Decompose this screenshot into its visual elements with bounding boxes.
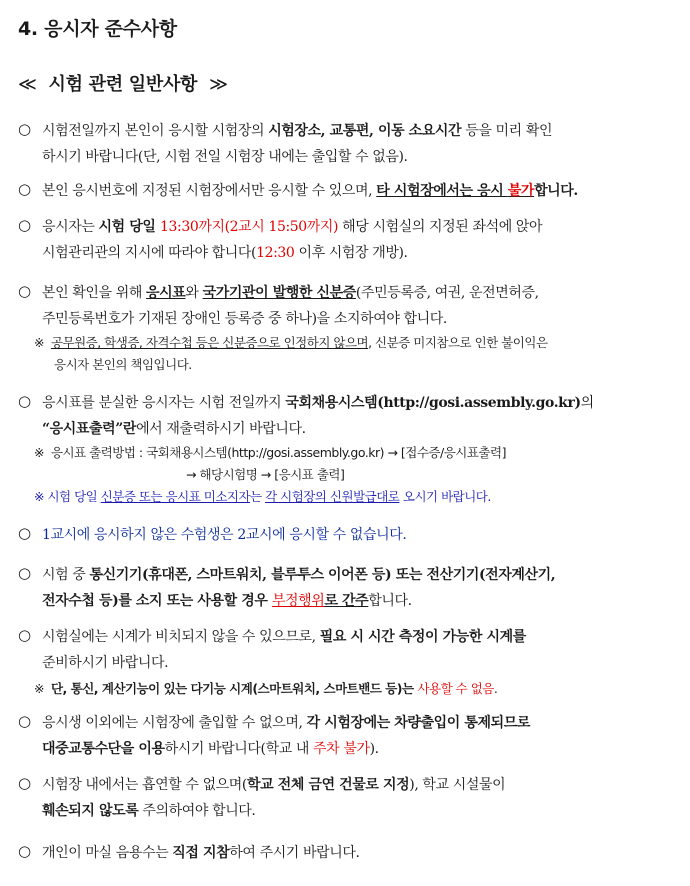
bullet-icon: ○ <box>18 564 32 582</box>
note-highlight <box>34 489 491 504</box>
text-highlight: 13:30까지(2교시 15:50까지) <box>160 219 339 235</box>
note-text: 오시기 바랍니다. <box>399 489 491 504</box>
item-text <box>42 118 672 170</box>
text-emphasis: 학교 전체 금연 건물로 지정 <box>247 777 410 793</box>
text-part: 의 <box>580 395 594 411</box>
text-highlight: 12:30 <box>256 245 295 261</box>
text-part: 등을 미리 확인 <box>461 123 553 139</box>
note-text: → 해당시험명 → [응시표 출력] <box>186 467 345 482</box>
note-mark-icon: ※ <box>34 445 44 460</box>
text-part: 와 <box>185 285 203 301</box>
item-text <box>42 178 672 204</box>
text-part: ). <box>369 741 379 757</box>
bullet-icon: ○ <box>18 392 32 410</box>
text-part: 개인이 마실 음용수는 <box>42 845 173 861</box>
note-emphasis: 공무원증, 학생증, 자격수첩 등은 신분증으로 인정하지 않으며 <box>50 335 369 350</box>
bullet-icon: ○ <box>18 120 32 138</box>
section-title: 시험 관련 일반사항 <box>48 74 198 95</box>
item-text <box>42 214 672 266</box>
text-emphasis: 훼손되지 않도록 <box>42 803 139 819</box>
page-title: 4. 응시자 준수사항 <box>18 18 177 40</box>
note <box>34 332 674 376</box>
item-text <box>42 710 672 762</box>
text-part: 주의하여야 합니다. <box>138 803 256 819</box>
text-part: 응시표를 분실한 응시자는 시험 전일까지 <box>42 395 286 411</box>
text-emphasis: 국가기관이 발행한 신분증 <box>202 285 356 301</box>
note-mark-icon: ※ <box>34 681 44 696</box>
text-highlight: 부정행위 <box>271 593 325 609</box>
note-mark-icon: ※ <box>34 489 44 504</box>
item-text <box>42 562 672 614</box>
text-part: 응시생 이외에는 시험장에 출입할 수 없으며, <box>42 715 307 731</box>
note-text: 응시표 출력방법 : 국회채용시스템(http://gosi.assembly.go.kr) → [접수증/응시표출력] <box>50 445 506 460</box>
text-part: 시험실에는 시계가 비치되지 않을 수 있으므로, <box>42 629 320 645</box>
bullet-icon: ○ <box>18 216 32 234</box>
note-text: , 신분증 미지참으로 인한 불이익은 <box>368 335 548 350</box>
text-part: 타 시험장에서는 응시 <box>376 183 508 199</box>
item-text <box>42 624 672 676</box>
text-emphasis: 국회채용시스템(http://gosi.assembly.go.kr) <box>285 395 581 411</box>
bullet-icon: ○ <box>18 842 32 860</box>
text-part: 해당 시험실의 지정된 좌석에 앉아 <box>338 219 543 235</box>
section-bracket-right: ≫ <box>209 74 228 95</box>
text-part: 하여 주시기 바랍니다. <box>229 845 360 861</box>
text-part: 응시자는 <box>42 219 99 235</box>
text-emphasis: 합니다. <box>534 183 578 199</box>
text-part: 시험 중 <box>42 567 90 583</box>
text-emphasis: 직접 지참 <box>172 845 230 861</box>
bullet-icon: ○ <box>18 774 32 792</box>
text-emphasis: 각 시험장에는 차량출입이 통제되므로 <box>306 715 530 731</box>
item-text <box>42 390 672 442</box>
text-emphasis: 시험장소, 교통편, 이동 소요시간 <box>268 123 462 139</box>
text-emphasis: 필요 시 시간 측정이 가능한 시계를 <box>319 629 526 645</box>
text-emphasis: 전자수첩 등)를 소지 또는 사용할 경우 <box>42 593 272 609</box>
text-part: 시험관리관의 지시에 따라야 합니다( <box>42 245 257 261</box>
note <box>34 442 674 508</box>
bullet-icon: ○ <box>18 180 32 198</box>
text-part: 하시기 바랍니다(단, 시험 전일 시험장 내에는 출입할 수 없음). <box>42 149 408 165</box>
text-highlight: 주차 불가 <box>313 741 370 757</box>
text-emphasis <box>376 183 534 199</box>
note-highlight: 사용할 수 없음 <box>417 681 494 696</box>
text-emphasis: 응시표 <box>146 285 186 301</box>
text-part: 시험전일까지 본인이 응시할 시험장의 <box>42 123 269 139</box>
text-part: ), 학교 시설물이 <box>409 777 506 793</box>
text-part: 1교시에 응시하지 않은 수험생은 2교시에 응시할 수 없습니다. <box>42 527 407 543</box>
section-heading <box>18 70 228 96</box>
note-text: . <box>493 681 498 696</box>
bullet-icon: ○ <box>18 626 32 644</box>
note-text: 는 <box>250 489 266 504</box>
item-text <box>42 522 672 548</box>
item-text <box>42 772 672 824</box>
text-part: 주민등록번호가 기재된 장애인 등록증 중 하나)을 소지하여야 합니다. <box>42 311 447 327</box>
note-emphasis: 신분증 또는 응시표 미소지자 <box>100 489 251 504</box>
item-text <box>42 280 672 332</box>
section-bracket-left: ≪ <box>18 74 37 95</box>
text-part: 에서 재출력하시기 바랍니다. <box>136 421 306 437</box>
note-mark-icon: ※ <box>34 335 44 350</box>
text-emphasis: 통신기기(휴대폰, 스마트워치, 블루투스 이어폰 등) 또는 전산기기(전자계산기, <box>89 567 556 583</box>
text-highlight: 불가 <box>507 183 535 199</box>
text-part: 시험장 내에서는 흡연할 수 없으며( <box>42 777 247 793</box>
text-emphasis: “응시표출력”란 <box>42 421 137 437</box>
item-text <box>42 840 672 866</box>
text-emphasis: 대중교통수단을 이용 <box>42 741 165 757</box>
text-part: 하시기 바랍니다(학교 내 <box>164 741 314 757</box>
text-emphasis: 시험 당일 <box>98 219 160 235</box>
note-text: 응시자 본인의 책임입니다. <box>54 357 192 372</box>
bullet-icon: ○ <box>18 524 32 542</box>
bullet-icon: ○ <box>18 282 32 300</box>
note <box>34 678 674 700</box>
text-part: 합니다. <box>368 593 412 609</box>
text-part: 이후 시험장 개방). <box>294 245 408 261</box>
note-emphasis: 단, 통신, 계산기능이 있는 다기능 시계(스마트워치, 스마트밴드 등)는 <box>50 681 418 696</box>
text-part: 본인 응시번호에 지정된 시험장에서만 응시할 수 있으며, <box>42 183 377 199</box>
note-text: 시험 당일 <box>47 489 101 504</box>
text-part: 본인 확인을 위해 <box>42 285 147 301</box>
note-emphasis: 각 시험장의 신원발급대로 <box>265 489 400 504</box>
text-emphasis: 로 간주 <box>324 593 369 609</box>
text-part: 준비하시기 바랍니다. <box>42 655 169 671</box>
text-part: (주민등록증, 여권, 운전면허증, <box>355 285 539 301</box>
bullet-icon: ○ <box>18 712 32 730</box>
